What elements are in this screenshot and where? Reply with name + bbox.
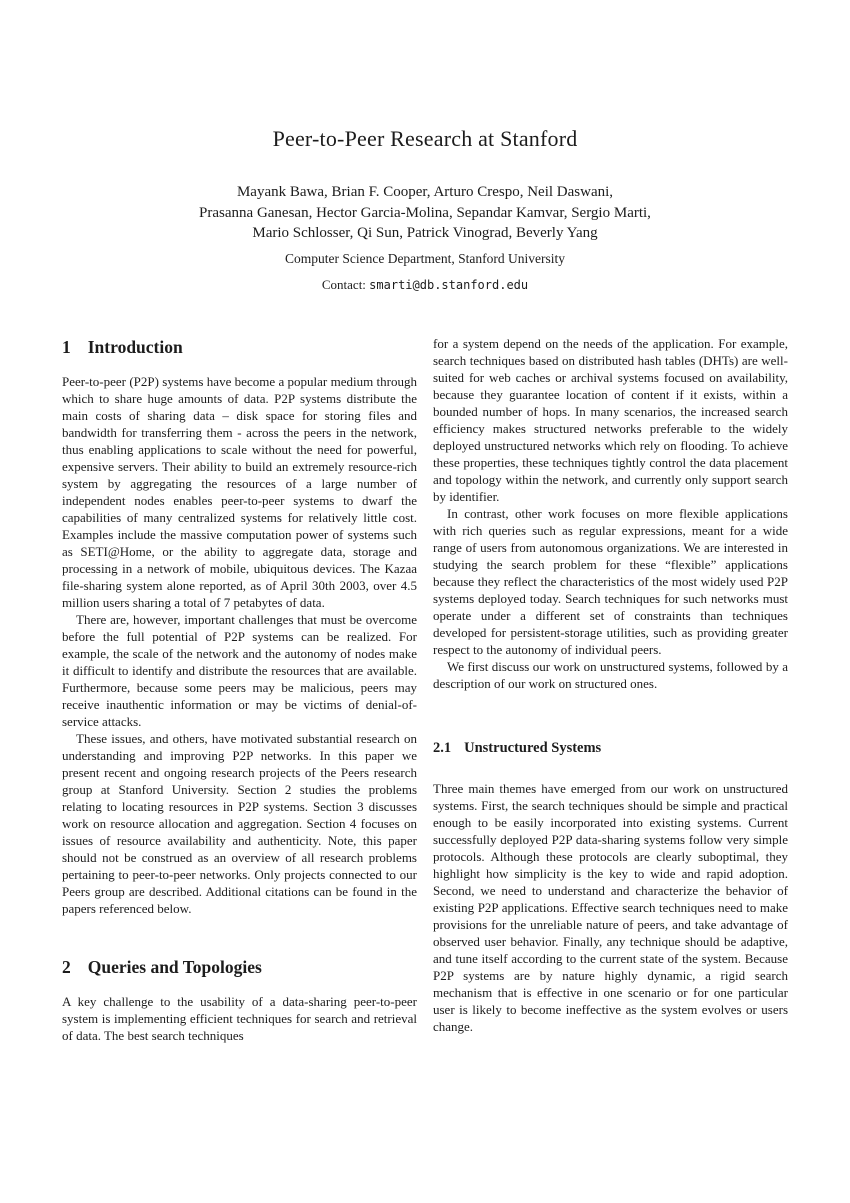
- paragraph: We first discuss our work on unstructured systems, followed by a description of our work on structured ones.: [433, 658, 788, 691]
- section-heading-queries-topologies: [62, 955, 417, 979]
- right-column: [433, 335, 788, 1035]
- author-block: [62, 182, 788, 244]
- author-line: Prasanna Ganesan, Hector Garcia-Molina, Sepandar Kamvar, Sergio Marti,: [199, 204, 651, 221]
- section-heading-introduction: [62, 335, 417, 359]
- author-line: Mayank Bawa, Brian F. Cooper, Arturo Crespo, Neil Daswani,: [236, 184, 614, 200]
- left-column: [62, 335, 417, 1044]
- paragraph: There are, however, important challenges that must be overcome before the full potential of P2P systems can be realized. For example, the scale of the network and the autonomy of nodes make it difficult to identify and distribute the resources that are available. Furthermore, because some peers may be malicious, peers may receive inauthentic information or may be victims of denial-of-service attacks.: [62, 611, 417, 729]
- affiliation: Computer Science Department, Stanford University: [284, 250, 566, 266]
- section-title: Introduction: [87, 336, 183, 357]
- contact-email: smarti@db.stanford.edu: [369, 277, 529, 292]
- section-number: 2: [62, 956, 71, 977]
- subsection-number: 2.1: [433, 739, 452, 756]
- contact-label: Contact:: [321, 276, 366, 292]
- paragraph: Peer-to-peer (P2P) systems have become a popular medium through which to share huge amounts of data. P2P systems distribute the main costs of sharing data – disk space for storing files and bandwidth for transferring them - across the peers in the network, thus enabling applications to scale without the need for powerful, expensive servers. Their ability to build an extremely resource-rich system by aggregating the resources of a large number of independent nodes enables peer-to-peer systems to dwarf the capabilities of many centralized systems for relatively little cost. Examples include the massive computation power of systems such as SETI@Home, or the ability to aggregate data, storage and processing in a network of mobile, ubiquitous devices. The Kazaa file-sharing system alone reported, as of April 30th 2003, over 4.5 million users sharing a total of 7 petabytes of data.: [62, 373, 417, 610]
- contact-line: [62, 277, 788, 293]
- author-line: Mario Schlosser, Qi Sun, Patrick Vinograd, Beverly Yang: [252, 225, 598, 241]
- subsection-heading-unstructured-systems: [433, 738, 788, 758]
- section-title: Queries and Topologies: [87, 956, 262, 977]
- paragraph: These issues, and others, have motivated substantial research on understanding and improving P2P networks. In this paper we present recent and ongoing research projects of the Peers research group at Stanford University. Section 2 studies the problems relating to locating resources in P2P systems. Section 3 discusses work on resource allocation and aggregation. Section 4 focuses on issues of resource availability and authenticity. Note, this paper should not be construed as an overview of all research problems pertaining to peer-to-peer networks. Only projects connected to our Peers group are described. Additional citations can be found in the papers referenced below.: [62, 730, 417, 916]
- paper-title: Peer-to-Peer Research at Stanford: [272, 126, 578, 151]
- paragraph: In contrast, other work focuses on more flexible applications with rich queries such as regular expressions, meant for a wide range of users from autonomous organizations. We are interested in studying the search problem for these “flexible” applications because they reflect the characteristics of the most widely used P2P systems deployed today. Search techniques for such networks must operate under a different set of constraints than techniques developed for persistent-storage utilities, such as providing greater respect to the autonomy of individual peers.: [433, 505, 788, 657]
- paragraph: Three main themes have emerged from our work on unstructured systems. First, the search techniques should be simple and practical enough to be easily incorporated into existing systems. Current successfully deployed P2P data-sharing systems follow very simple protocols. Although these protocols are clearly suboptimal, they highlight how simplicity is the key to wide and rapid adoption. Second, we need to understand and characterize the behavior of existing P2P applications. Effective search techniques need to make provisions for the unreliable nature of peers, and take advantage of observed user behavior. Finally, any technique should be adaptive, and tune itself according to the current state of the system. Because P2P systems are by nature highly dynamic, a rigid search mechanism that is effective in one scenario or for one particular user is likely to become ineffective as the system evolves or users change.: [433, 780, 788, 1034]
- section-number: 1: [62, 336, 71, 357]
- two-column-body: [62, 335, 788, 1044]
- paragraph: A key challenge to the usability of a data-sharing peer-to-peer system is implementing efficient techniques for search and retrieval of data. The best search techniques: [62, 993, 417, 1043]
- subsection-title: Unstructured Systems: [464, 739, 602, 756]
- paragraph: for a system depend on the needs of the application. For example, search techniques based on distributed hash tables (DHTs) are well-suited for web caches or archival systems focused on availability, because they guarantee location of content if it exists, within a bounded number of hops. In many scenarios, the increased search efficiency makes structured networks preferable to the widely deployed unstructured networks which rely on flooding. To achieve these properties, these techniques tightly control the data placement and topology within the network, and currently only support search by identifier.: [433, 335, 788, 504]
